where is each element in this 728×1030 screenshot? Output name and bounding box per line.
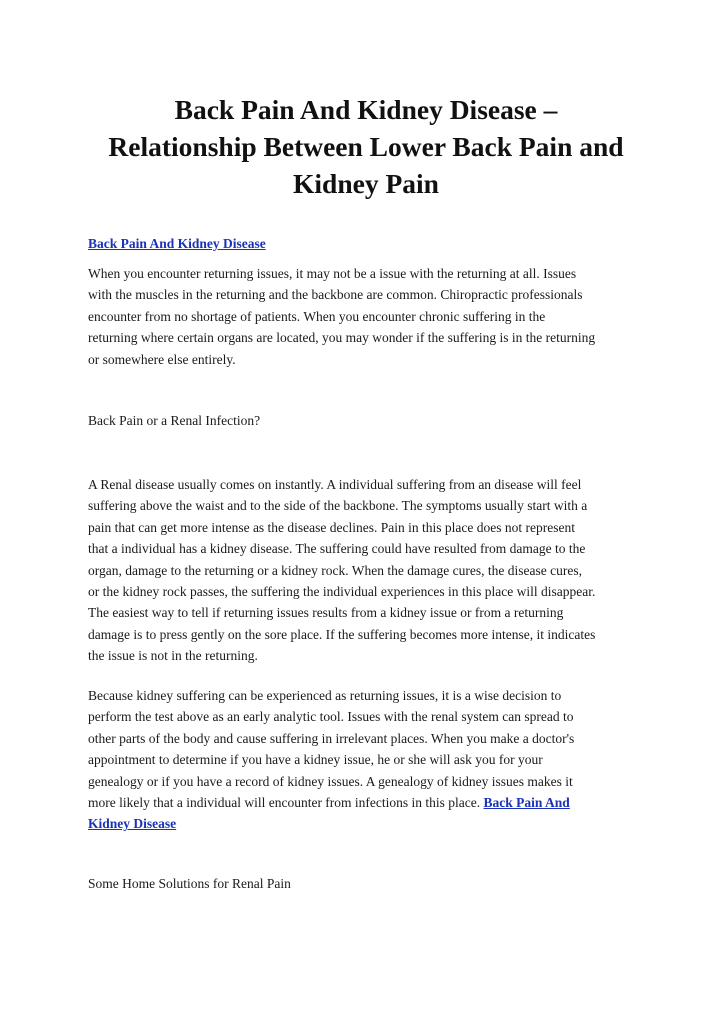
paragraph-line: The easiest way to tell if returning issues results from a kidney issue or from a returning <box>88 605 564 621</box>
paragraph-line: or somewhere else entirely. <box>88 351 236 367</box>
paragraph-line: damage is to press gently on the sore place. If the suffering becomes more intense, it indicates <box>88 626 596 642</box>
paragraph-line: with the muscles in the returning and the backbone are common. Chiropractic professionals <box>88 287 583 303</box>
paragraph-line: pain that can get more intense as the disease declines. Pain in this place does not represent <box>88 519 575 535</box>
paragraph-line: organ, damage to the returning or a kidney rock. When the damage cures, the disease cures, <box>88 562 582 578</box>
paragraph-line: returning where certain organs are located, you may wonder if the suffering is in the returning <box>88 330 596 346</box>
paragraph-line: the issue is not in the returning. <box>88 648 258 664</box>
paragraph-line: When you encounter returning issues, it may not be a issue with the returning at all. Issues <box>88 266 577 281</box>
paragraph-renal-disease <box>88 474 644 667</box>
paragraph-line: suffering above the waist and to the side of the backbone. The symptoms usually start with a <box>88 498 588 514</box>
paragraph-line: other parts of the body and cause suffering in irrelevant places. When you make a doctor's <box>88 730 575 746</box>
title-line: Relationship Between Lower Back Pain and <box>108 131 624 162</box>
paragraph-line: encounter from no shortage of patients. When you encounter chronic suffering in the <box>88 308 546 324</box>
paragraph-line: Because kidney suffering can be experienced as returning issues, it is a wise decision to <box>88 688 562 703</box>
section-heading-renal-infection: Back Pain or a Renal Infection? <box>88 413 261 428</box>
paragraph-line: that a individual has a kidney disease. The suffering could have resulted from damage to the <box>88 541 586 557</box>
paragraph-line: genealogy or if you have a record of kidney issues. A genealogy of kidney issues makes it <box>88 773 573 789</box>
back-pain-kidney-disease-link[interactable]: Back Pain And Kidney Disease <box>88 236 266 251</box>
section-heading-home-solutions: Some Home Solutions for Renal Pain <box>88 876 291 891</box>
paragraph-line: or the kidney rock passes, the suffering the individual experiences in this place will disappear. <box>88 584 596 600</box>
back-pain-kidney-disease-inline-link[interactable]: Back Pain And <box>483 795 570 811</box>
paragraph-line: perform the test above as an early analytic tool. Issues with the renal system can spread to <box>88 709 574 725</box>
title-line: Kidney Pain <box>293 168 439 199</box>
title-line: Back Pain And Kidney Disease – <box>174 94 558 125</box>
article-title <box>80 91 652 202</box>
paragraph-line: appointment to determine if you have a kidney issue, he or she will ask you for your <box>88 752 543 768</box>
paragraph-intro <box>88 263 644 370</box>
paragraph-line <box>88 813 644 834</box>
paragraph-line <box>88 792 644 813</box>
paragraph-kidney-suffering <box>88 685 644 835</box>
back-pain-kidney-disease-inline-link-continued[interactable]: Kidney Disease <box>88 816 177 832</box>
paragraph-line: A Renal disease usually comes on instantly. A individual suffering from an disease will feel <box>88 477 582 492</box>
paragraph-line-text: more likely that a individual will encounter from infections in this place. <box>88 795 481 811</box>
